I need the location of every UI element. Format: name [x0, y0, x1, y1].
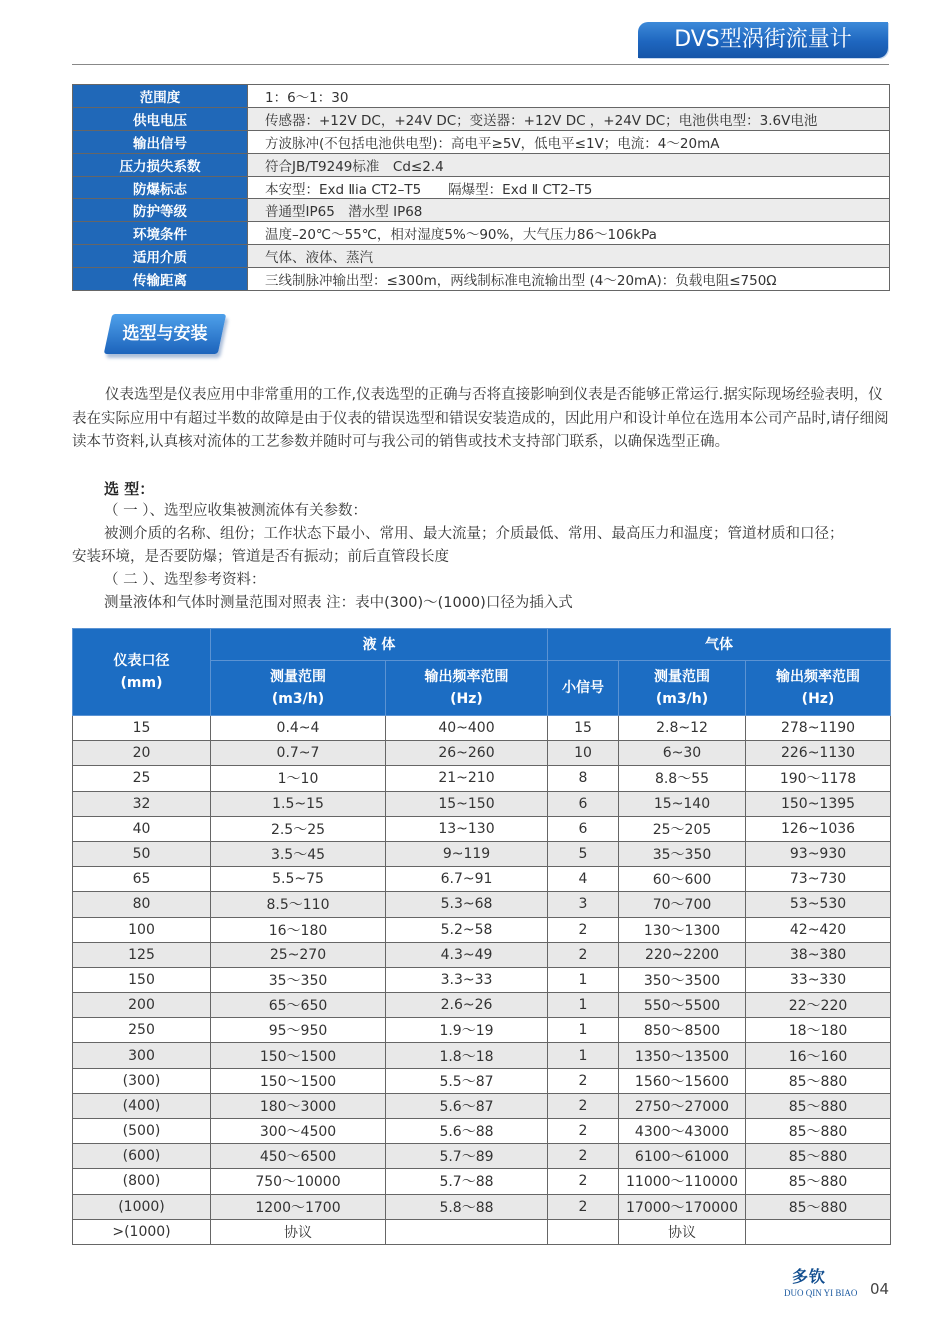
- header-gas-range: [619, 661, 746, 716]
- header-diameter: [73, 629, 211, 716]
- gas-signal-cell: 1: [548, 1043, 619, 1068]
- gas-signal-cell: 6: [548, 791, 619, 816]
- gas-range-cell: 130～1300: [619, 917, 746, 942]
- item-1-text-b: 安装环境，是否要防爆；管道是否有振动；前后直管段长度: [72, 549, 449, 565]
- liquid-range-cell: 65～650: [211, 993, 386, 1018]
- diameter-cell: 300: [73, 1043, 211, 1068]
- gas-freq-cell: 85～880: [746, 1144, 891, 1169]
- diameter-cell: 80: [73, 892, 211, 917]
- gas-signal-cell: 2: [548, 1169, 619, 1194]
- gas-signal-cell: 8: [548, 766, 619, 791]
- header-gas: 气体: [548, 629, 891, 661]
- table-row: [73, 1068, 891, 1093]
- header-gas-signal: 小信号: [548, 661, 619, 716]
- diameter-cell: 250: [73, 1018, 211, 1043]
- liquid-freq-cell: 5.8～88: [386, 1194, 548, 1219]
- title-divider: [72, 64, 889, 65]
- diameter-cell: 40: [73, 816, 211, 841]
- header-diameter-unit: (mm): [120, 675, 163, 691]
- diameter-cell: >(1000): [73, 1219, 211, 1244]
- liquid-freq-cell: 1.9～19: [386, 1018, 548, 1043]
- liquid-range-cell: 0.4~4: [211, 716, 386, 741]
- table-row: [73, 1093, 891, 1118]
- liquid-range-cell: 3.5～45: [211, 841, 386, 866]
- diameter-cell: (500): [73, 1119, 211, 1144]
- spec-value: 普通型IP65 潜水型 IP68: [248, 199, 890, 222]
- gas-range-cell: 70～700: [619, 892, 746, 917]
- gas-signal-cell: 4: [548, 867, 619, 892]
- company-logo: [784, 1264, 856, 1304]
- gas-range-cell: 4300～43000: [619, 1119, 746, 1144]
- header-liquid-range: [211, 661, 386, 716]
- gas-signal-cell: 5: [548, 841, 619, 866]
- spec-row: [73, 268, 890, 291]
- gas-signal-cell: 2: [548, 1068, 619, 1093]
- spec-row: [73, 107, 890, 130]
- spec-label: 防爆标志: [73, 176, 248, 199]
- gas-range-cell: 15~140: [619, 791, 746, 816]
- spec-value: 方波脉冲(不包括电池供电型)：高电平≥5V，低电平≤1V；电流：4～20mA: [248, 130, 890, 153]
- gas-signal-cell: 15: [548, 716, 619, 741]
- gas-range-cell: 8.8～55: [619, 766, 746, 791]
- item-2-heading: （ 二 ）、选型参考资料：: [104, 572, 266, 588]
- gas-signal-cell: [548, 1219, 619, 1244]
- header-gas-freq: [746, 661, 891, 716]
- header-liquid-range-label: 测量范围: [270, 669, 326, 685]
- spec-value: 气体、液体、蒸汽: [248, 245, 890, 268]
- diameter-cell: (600): [73, 1144, 211, 1169]
- range-table: [72, 628, 891, 1245]
- liquid-range-cell: 95～950: [211, 1018, 386, 1043]
- spec-label: 压力损失系数: [73, 153, 248, 176]
- liquid-range-cell: 750～10000: [211, 1169, 386, 1194]
- liquid-freq-cell: 5.3~68: [386, 892, 548, 917]
- section-badge-label: 选型与安装: [122, 324, 208, 344]
- liquid-freq-cell: 13~130: [386, 816, 548, 841]
- liquid-freq-cell: [386, 1219, 548, 1244]
- liquid-freq-cell: 26~260: [386, 741, 548, 766]
- gas-freq-cell: 42~420: [746, 917, 891, 942]
- diameter-cell: 100: [73, 917, 211, 942]
- liquid-freq-cell: 4.3~49: [386, 942, 548, 967]
- liquid-freq-cell: 5.7～89: [386, 1144, 548, 1169]
- gas-freq-cell: 85～880: [746, 1194, 891, 1219]
- page-number: 04: [870, 1280, 890, 1298]
- selection-heading: 选 型：: [104, 480, 155, 498]
- liquid-freq-cell: 5.6～88: [386, 1119, 548, 1144]
- diameter-cell: (400): [73, 1093, 211, 1118]
- gas-range-cell: 850～8500: [619, 1018, 746, 1043]
- gas-freq-cell: 18～180: [746, 1018, 891, 1043]
- diameter-cell: 25: [73, 766, 211, 791]
- gas-range-cell: 60～600: [619, 867, 746, 892]
- spec-label: 传输距离: [73, 268, 248, 291]
- table-row: [73, 867, 891, 892]
- gas-freq-cell: 53~530: [746, 892, 891, 917]
- liquid-range-cell: 35～350: [211, 967, 386, 992]
- liquid-range-cell: 25~270: [211, 942, 386, 967]
- gas-signal-cell: 2: [548, 917, 619, 942]
- gas-signal-cell: 6: [548, 816, 619, 841]
- header-gas-freq-label: 输出频率范围: [776, 669, 861, 685]
- liquid-freq-cell: 2.6~26: [386, 993, 548, 1018]
- item-1-text-a: 被测介质的名称、组份；工作状态下最小、常用、最大流量；介质最低、常用、最高压力和温度；管道材质和口径；: [104, 526, 844, 542]
- table-row: [73, 1169, 891, 1194]
- spec-value: 三线制脉冲输出型：≤300m，两线制标准电流输出型 (4～20mA)：负载电阻≤750Ω: [248, 268, 890, 291]
- gas-signal-cell: 2: [548, 1194, 619, 1219]
- table-row: [73, 917, 891, 942]
- liquid-freq-cell: 21~210: [386, 766, 548, 791]
- liquid-range-cell: 2.5～25: [211, 816, 386, 841]
- liquid-range-cell: 1200～1700: [211, 1194, 386, 1219]
- gas-freq-cell: 73~730: [746, 867, 891, 892]
- section-badge: [108, 314, 222, 354]
- spec-row: [73, 199, 890, 222]
- liquid-range-cell: 450～6500: [211, 1144, 386, 1169]
- gas-range-cell: 6~30: [619, 741, 746, 766]
- gas-freq-cell: [746, 1219, 891, 1244]
- diameter-cell: (1000): [73, 1194, 211, 1219]
- table-row: [73, 716, 891, 741]
- spec-value: 温度–20℃～55℃，相对湿度5%～90%，大气压力86～106kPa: [248, 222, 890, 245]
- spec-label: 适用介质: [73, 245, 248, 268]
- header-gas-freq-unit: (Hz): [801, 691, 835, 707]
- gas-freq-cell: 150~1395: [746, 791, 891, 816]
- gas-signal-cell: 1: [548, 967, 619, 992]
- gas-freq-cell: 278~1190: [746, 716, 891, 741]
- spec-label: 输出信号: [73, 130, 248, 153]
- gas-signal-cell: 2: [548, 1119, 619, 1144]
- table-caption: 测量液体和气体时测量范围对照表 注：表中(300)～(1000)口径为插入式: [104, 595, 573, 611]
- spec-label: 防护等级: [73, 199, 248, 222]
- liquid-range-cell: 协议: [211, 1219, 386, 1244]
- spec-table: [72, 84, 890, 291]
- liquid-freq-cell: 5.5～87: [386, 1068, 548, 1093]
- gas-freq-cell: 33~330: [746, 967, 891, 992]
- header-liquid-freq-unit: (Hz): [450, 691, 483, 707]
- gas-signal-cell: 1: [548, 1018, 619, 1043]
- gas-range-cell: 17000～170000: [619, 1194, 746, 1219]
- liquid-freq-cell: 3.3~33: [386, 967, 548, 992]
- gas-freq-cell: 22～220: [746, 993, 891, 1018]
- gas-range-cell: 2750～27000: [619, 1093, 746, 1118]
- spec-value: 传感器：+12V DC，+24V DC；变送器：+12V DC ，+24V DC；电池供电型：3.6V电池: [248, 107, 890, 130]
- liquid-freq-cell: 5.7～88: [386, 1169, 548, 1194]
- table-row: [73, 1194, 891, 1219]
- gas-freq-cell: 190～1178: [746, 766, 891, 791]
- logo-chinese-text: 多钦: [792, 1267, 827, 1286]
- table-row: [73, 1043, 891, 1068]
- gas-range-cell: 35～350: [619, 841, 746, 866]
- page-title: DVS型涡街流量计: [638, 22, 888, 58]
- gas-freq-cell: 126~1036: [746, 816, 891, 841]
- diameter-cell: 200: [73, 993, 211, 1018]
- intro-paragraph: 仪表选型是仪表应用中非常重用的工作,仪表选型的正确与否将直接影响到仪表是否能够正常运行.据实际现场经验表明，仪表在实际应用中有超过半数的故障是由于仪表的错误选型和错误安装造成的，因此用户和设计单位在选用本公司产品时,请仔细阅读本节资料,认真核对流体的工艺参数并随时可与我公司的销售或技术支持部门联系，以确保选型正确。: [72, 387, 889, 450]
- liquid-freq-cell: 6.7~91: [386, 867, 548, 892]
- liquid-freq-cell: 5.2~58: [386, 917, 548, 942]
- spec-row: [73, 176, 890, 199]
- gas-signal-cell: 3: [548, 892, 619, 917]
- table-row: [73, 892, 891, 917]
- gas-freq-cell: 93~930: [746, 841, 891, 866]
- spec-row: [73, 85, 890, 108]
- diameter-cell: 65: [73, 867, 211, 892]
- liquid-range-cell: 150～1500: [211, 1043, 386, 1068]
- gas-range-cell: 220~2200: [619, 942, 746, 967]
- gas-freq-cell: 85～880: [746, 1119, 891, 1144]
- gas-freq-cell: 226~1130: [746, 741, 891, 766]
- diameter-cell: (300): [73, 1068, 211, 1093]
- spec-value: 符合JB/T9249标准 Cd≤2.4: [248, 153, 890, 176]
- table-row: [73, 816, 891, 841]
- spec-row: [73, 245, 890, 268]
- liquid-range-cell: 180～3000: [211, 1093, 386, 1118]
- liquid-range-cell: 1～10: [211, 766, 386, 791]
- liquid-freq-cell: 5.6～87: [386, 1093, 548, 1118]
- gas-range-cell: 25～205: [619, 816, 746, 841]
- logo-english-text: DUO QIN YI BIAO: [784, 1288, 858, 1298]
- gas-freq-cell: 85～880: [746, 1169, 891, 1194]
- gas-range-cell: 协议: [619, 1219, 746, 1244]
- item-1-heading: （ 一 ）、选型应收集被测流体有关参数：: [104, 503, 367, 519]
- spec-value: 1：6～1：30: [248, 85, 890, 108]
- gas-signal-cell: 10: [548, 741, 619, 766]
- header-gas-range-label: 测量范围: [654, 669, 710, 685]
- diameter-cell: 125: [73, 942, 211, 967]
- gas-freq-cell: 16～160: [746, 1043, 891, 1068]
- spec-value: 本安型：Exd Ⅱia CT2–T5 隔爆型：Exd Ⅱ CT2–T5: [248, 176, 890, 199]
- diameter-cell: 20: [73, 741, 211, 766]
- liquid-freq-cell: 15~150: [386, 791, 548, 816]
- gas-range-cell: 1350～13500: [619, 1043, 746, 1068]
- diameter-cell: 50: [73, 841, 211, 866]
- spec-row: [73, 222, 890, 245]
- spec-label: 范围度: [73, 85, 248, 108]
- table-row: [73, 967, 891, 992]
- gas-signal-cell: 2: [548, 1144, 619, 1169]
- liquid-range-cell: 1.5~15: [211, 791, 386, 816]
- gas-range-cell: 11000～110000: [619, 1169, 746, 1194]
- liquid-range-cell: 5.5~75: [211, 867, 386, 892]
- table-row: [73, 766, 891, 791]
- gas-range-cell: 1560～15600: [619, 1068, 746, 1093]
- diameter-cell: (800): [73, 1169, 211, 1194]
- table-row: [73, 741, 891, 766]
- header-liquid: 液 体: [211, 629, 548, 661]
- gas-freq-cell: 85～880: [746, 1068, 891, 1093]
- liquid-range-cell: 300～4500: [211, 1119, 386, 1144]
- table-row: [73, 1018, 891, 1043]
- header-liquid-freq: [386, 661, 548, 716]
- liquid-range-cell: 16～180: [211, 917, 386, 942]
- liquid-freq-cell: 40~400: [386, 716, 548, 741]
- diameter-cell: 150: [73, 967, 211, 992]
- liquid-range-cell: 0.7~7: [211, 741, 386, 766]
- header-liquid-range-unit: (m3/h): [271, 691, 325, 707]
- liquid-freq-cell: 9~119: [386, 841, 548, 866]
- gas-signal-cell: 2: [548, 1093, 619, 1118]
- table-row: [73, 841, 891, 866]
- table-row: [73, 942, 891, 967]
- gas-range-cell: 2.8~12: [619, 716, 746, 741]
- diameter-cell: 15: [73, 716, 211, 741]
- gas-signal-cell: 1: [548, 993, 619, 1018]
- gas-range-cell: 550～5500: [619, 993, 746, 1018]
- diameter-cell: 32: [73, 791, 211, 816]
- liquid-range-cell: 150～1500: [211, 1068, 386, 1093]
- gas-range-cell: 6100～61000: [619, 1144, 746, 1169]
- table-row: [73, 1144, 891, 1169]
- gas-range-cell: 350～3500: [619, 967, 746, 992]
- gas-freq-cell: 38~380: [746, 942, 891, 967]
- header-diameter-label: 仪表口径: [113, 653, 170, 669]
- liquid-range-cell: 8.5～110: [211, 892, 386, 917]
- header-gas-range-unit: (m3/h): [655, 691, 709, 707]
- spec-label: 供电电压: [73, 107, 248, 130]
- spec-row: [73, 130, 890, 153]
- table-row: [73, 993, 891, 1018]
- table-row: [73, 791, 891, 816]
- header-liquid-freq-label: 输出频率范围: [424, 669, 509, 685]
- spec-label: 环境条件: [73, 222, 248, 245]
- spec-row: [73, 153, 890, 176]
- gas-freq-cell: 85～880: [746, 1093, 891, 1118]
- gas-signal-cell: 2: [548, 942, 619, 967]
- liquid-freq-cell: 1.8～18: [386, 1043, 548, 1068]
- table-row: [73, 1219, 891, 1244]
- table-row: [73, 1119, 891, 1144]
